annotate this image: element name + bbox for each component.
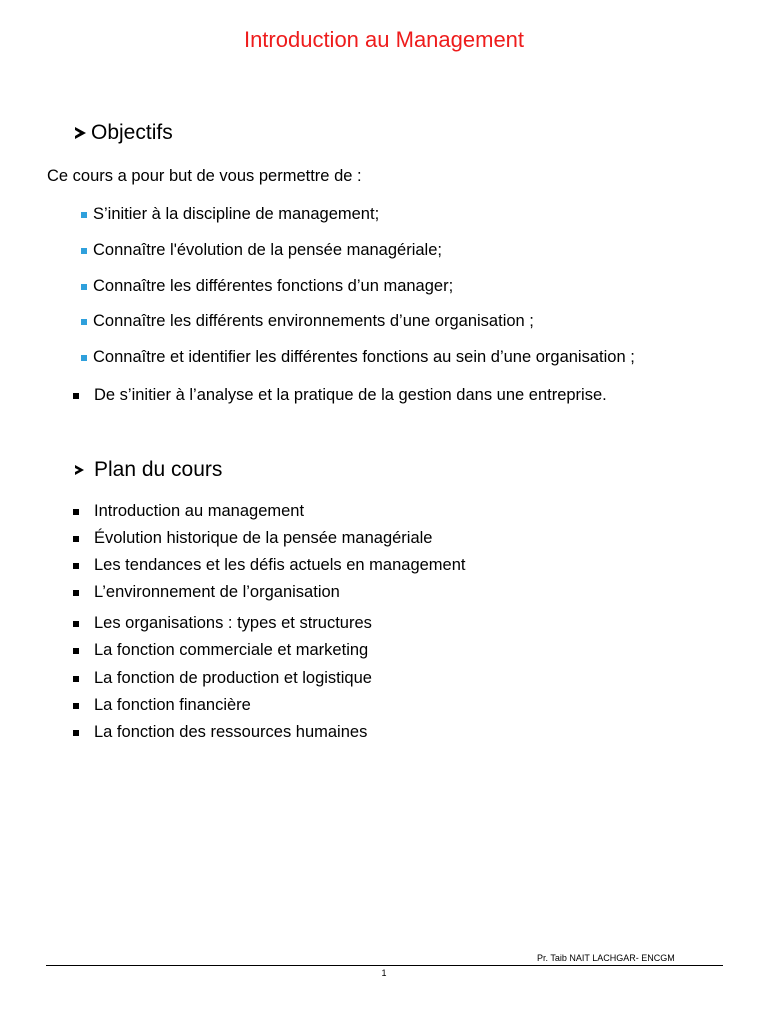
square-bullet-icon bbox=[73, 648, 79, 654]
square-bullet-icon bbox=[73, 509, 79, 515]
list-item-objective bbox=[81, 348, 635, 367]
document-title: Introduction au Management bbox=[243, 27, 525, 52]
list-item-text: Évolution historique de la pensée managériale bbox=[94, 529, 433, 547]
footer-author: Pr. Taib NAIT LACHGAR- ENCGM bbox=[537, 953, 675, 963]
list-item-text: S’initier à la discipline de management; bbox=[93, 205, 380, 223]
list-item-text: Les organisations : types et structures bbox=[94, 614, 372, 632]
square-bullet-icon bbox=[81, 212, 87, 218]
square-bullet-icon bbox=[81, 355, 87, 361]
page-number: 1 bbox=[381, 968, 387, 978]
list-item-plan bbox=[73, 502, 304, 521]
section-heading-label: Plan du cours bbox=[94, 458, 223, 481]
list-item-objective bbox=[81, 241, 442, 260]
list-item-text: Connaître les différents environnements d’une organisation ; bbox=[93, 312, 534, 330]
list-item-text: Les tendances et les défis actuels en management bbox=[94, 556, 466, 574]
square-bullet-icon bbox=[81, 248, 87, 254]
list-item-plan bbox=[73, 529, 432, 548]
square-bullet-icon bbox=[81, 284, 87, 290]
list-item-text: Introduction au management bbox=[94, 502, 305, 520]
list-item-text: La fonction de production et logistique bbox=[94, 669, 372, 687]
list-item-plan bbox=[73, 556, 465, 575]
square-bullet-icon bbox=[81, 319, 87, 325]
list-item-text: Connaître et identifier les différentes fonctions au sein d’une organisation ; bbox=[93, 348, 635, 366]
objectifs-intro: Ce cours a pour but de vous permettre de : bbox=[47, 167, 362, 185]
list-item-text: La fonction des ressources humaines bbox=[94, 723, 368, 741]
list-item-text: La fonction commerciale et marketing bbox=[94, 641, 369, 659]
list-item-text: La fonction financière bbox=[94, 696, 251, 714]
list-item-text: Connaître les différentes fonctions d’un manager; bbox=[93, 277, 454, 295]
list-item-objective bbox=[81, 312, 534, 331]
footer-divider bbox=[46, 965, 723, 966]
list-item-plan bbox=[73, 723, 367, 742]
list-item-text: L’environnement de l’organisation bbox=[94, 583, 340, 601]
section-heading-plan bbox=[75, 458, 222, 482]
square-bullet-icon bbox=[73, 536, 79, 542]
square-bullet-icon bbox=[73, 676, 79, 682]
arrow-bullet-icon bbox=[75, 127, 86, 139]
square-bullet-icon bbox=[73, 590, 79, 596]
square-bullet-icon bbox=[73, 730, 79, 736]
square-bullet-icon bbox=[73, 393, 79, 399]
list-item-plan bbox=[73, 614, 372, 633]
list-item-plan bbox=[73, 641, 368, 660]
list-item-text: Connaître l'évolution de la pensée managériale; bbox=[93, 241, 442, 259]
section-heading-objectifs bbox=[75, 121, 173, 145]
list-item-objective bbox=[73, 386, 607, 405]
list-item-plan bbox=[73, 583, 340, 602]
list-item-plan bbox=[73, 669, 372, 688]
list-item-objective bbox=[81, 205, 379, 224]
arrow-bullet-icon bbox=[75, 465, 84, 475]
list-item-plan bbox=[73, 696, 251, 715]
square-bullet-icon bbox=[73, 621, 79, 627]
list-item-text: De s’initier à l’analyse et la pratique de la gestion dans une entreprise. bbox=[94, 386, 607, 404]
square-bullet-icon bbox=[73, 563, 79, 569]
square-bullet-icon bbox=[73, 703, 79, 709]
section-heading-label: Objectifs bbox=[91, 121, 173, 144]
list-item-objective bbox=[81, 277, 453, 296]
